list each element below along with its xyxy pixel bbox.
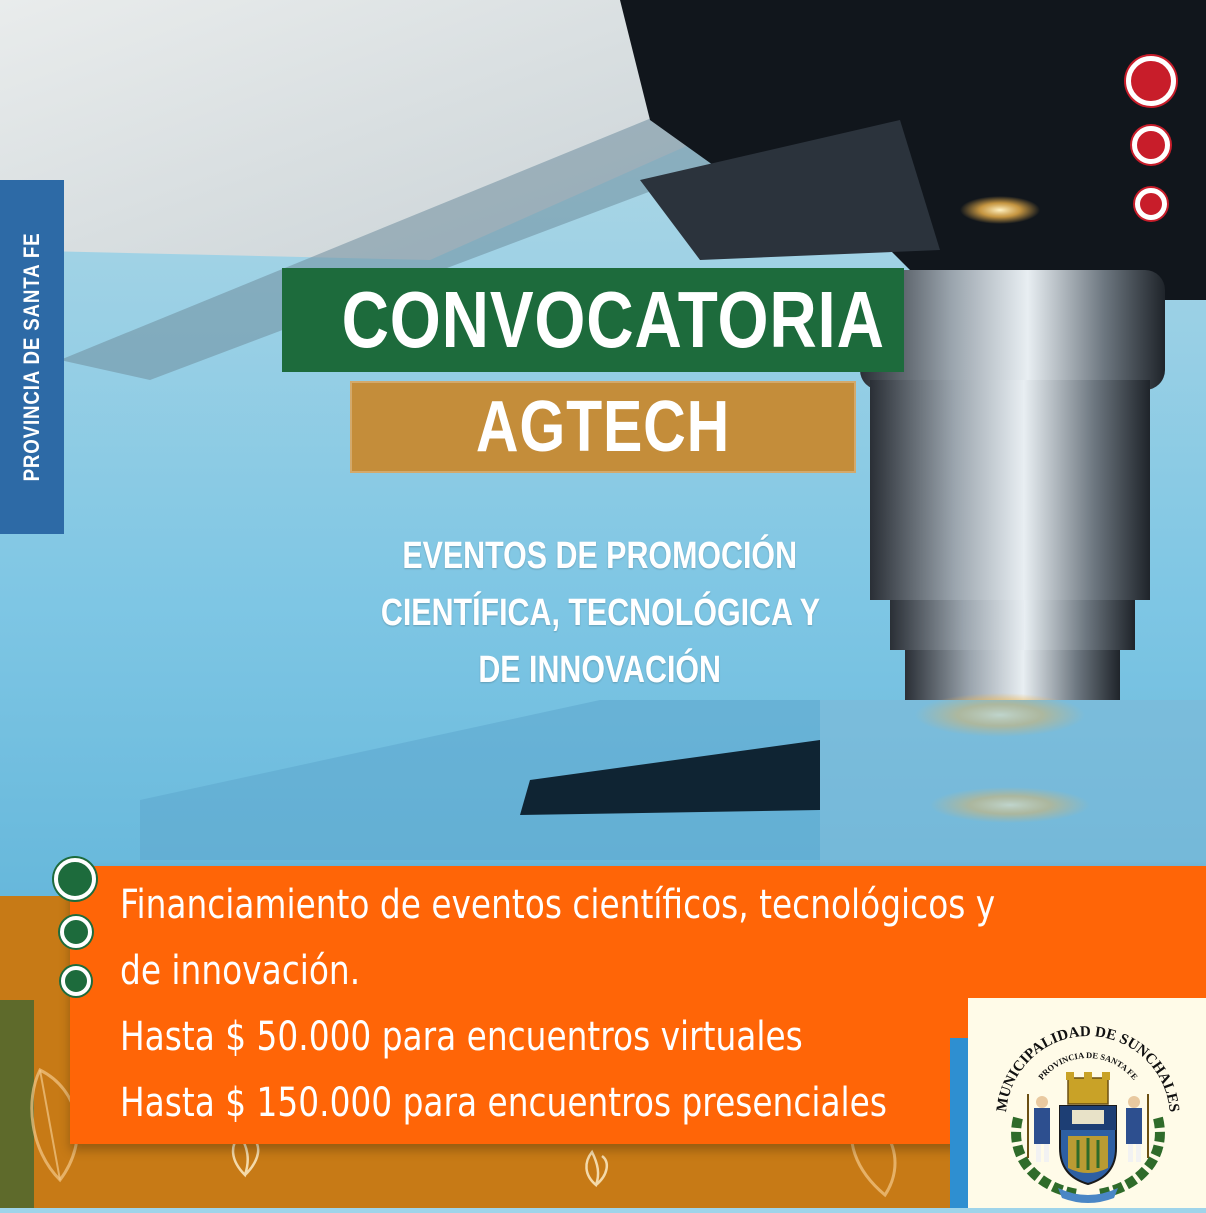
- subtitle: [320, 528, 880, 699]
- green-dot-medium: [60, 916, 92, 948]
- subtitle-line-1: EVENTOS DE PROMOCIÓN: [402, 535, 798, 577]
- red-dot-small: [1135, 188, 1167, 220]
- red-dot-medium: [1132, 126, 1170, 164]
- green-dot-large: [54, 858, 96, 900]
- info-line-3: Hasta $ 50.000 para encuentros virtuales: [120, 1014, 803, 1060]
- subtitle-line-2: CIENTÍFICA, TECNOLÓGICA Y: [380, 592, 820, 634]
- title-agtech-box: [350, 381, 856, 473]
- red-dot-large: [1126, 56, 1176, 106]
- info-line-1: Financiamiento de eventos científicos, tecnológicos y: [120, 882, 996, 928]
- info-line-2: de innovación.: [120, 948, 361, 994]
- title-convocatoria-box: [282, 268, 904, 372]
- logo-name: MUNICIPALIDAD DE SUNCHALES: [994, 1023, 1182, 1113]
- province-side-tab: [0, 180, 64, 534]
- municipal-coat-of-arms-icon: [968, 998, 1206, 1208]
- info-line-4: Hasta $ 150.000 para encuentros presenciales: [120, 1080, 887, 1126]
- subtitle-line-3: DE INNOVACIÓN: [478, 649, 722, 691]
- title-line-2: AGTECH: [475, 387, 731, 467]
- sprout-icon: [576, 1140, 616, 1190]
- title-line-1: CONVOCATORIA: [341, 275, 885, 364]
- municipality-logo-box: [968, 998, 1206, 1208]
- green-dot-small: [61, 966, 91, 996]
- side-tab-label: PROVINCIA DE SANTA FE: [19, 232, 44, 482]
- logo-province: PROVINCIA DE SANTA FE: [1036, 1049, 1140, 1082]
